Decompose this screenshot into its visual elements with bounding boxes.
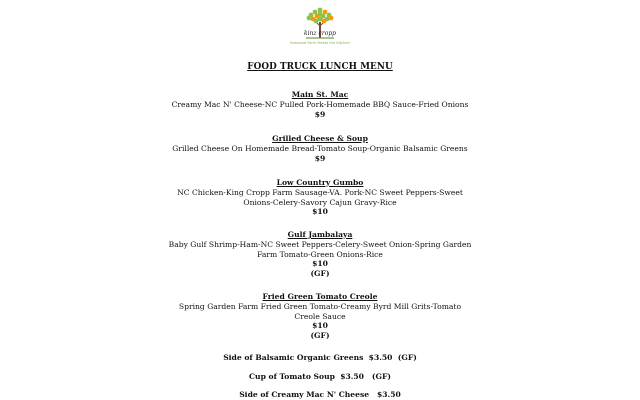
menu-item [0, 178, 640, 217]
menu-title: FOOD TRUCK LUNCH MENU [247, 62, 393, 72]
menu-item-name: Main St. Mac [291, 90, 349, 99]
menu-item [0, 292, 640, 340]
leaf-dot [322, 19, 327, 24]
gluten-free-tag: (GF) [310, 330, 330, 340]
gluten-free-tag: (GF) [310, 268, 330, 278]
menu-item-price: $9 [314, 153, 326, 163]
menu-item-price: $10 [312, 321, 328, 331]
menu-item-price: $10 [312, 259, 328, 269]
side-item: Cup of Tomato Soup $3.50 (GF) [249, 372, 391, 381]
menu-item-price: $10 [312, 207, 328, 217]
logo-wordmark: kinz cropp [303, 30, 336, 37]
menu-item [0, 90, 640, 119]
logo-tagline: Seasonal Farm Meets the Kitchen [290, 41, 350, 45]
side-item: Side of Balsamic Organic Greens $3.50 (GF) [223, 353, 417, 362]
menu-item [0, 134, 640, 163]
menu-item-name: Fried Green Tomato Creole [262, 292, 378, 301]
leaf-dot [318, 12, 323, 17]
menu-item-description: Creamy Mac N' Cheese-NC Pulled Pork-Homemade BBQ Sauce-Fried Onions [171, 100, 469, 109]
menu-item-name: Grilled Cheese & Soup [272, 134, 368, 143]
menu-item-name: Gulf Jambalaya [287, 230, 353, 239]
menu-item-name: Low Country Gumbo [276, 178, 364, 187]
leaf-dot [314, 19, 319, 24]
menu-item-description: Grilled Cheese On Homemade Bread-Tomato Soup-Organic Balsamic Greens [172, 144, 468, 153]
menu-item-description: Spring Garden Farm Fried Green Tomato-Creamy Byrd Mill Grits-Tomato Creole Sauce [178, 302, 462, 321]
leaf-dot [307, 16, 312, 21]
leaf-dot [329, 16, 334, 21]
menu-item-price: $9 [314, 109, 326, 119]
menu-item-description: NC Chicken-King Cropp Farm Sausage-VA. Pork-NC Sweet Peppers-Sweet Onions-Celery-Savory Cajun Gravy-Rice [177, 188, 463, 207]
menu-item [0, 230, 640, 278]
menu-item-description: Baby Gulf Shrimp-Ham-NC Sweet Peppers-Celery-Sweet Onion-Spring Garden Farm Tomato-Green Onions-Rice [168, 240, 472, 259]
logo [282, 6, 358, 50]
side-item: Side of Creamy Mac N' Cheese $3.50 [239, 390, 401, 399]
